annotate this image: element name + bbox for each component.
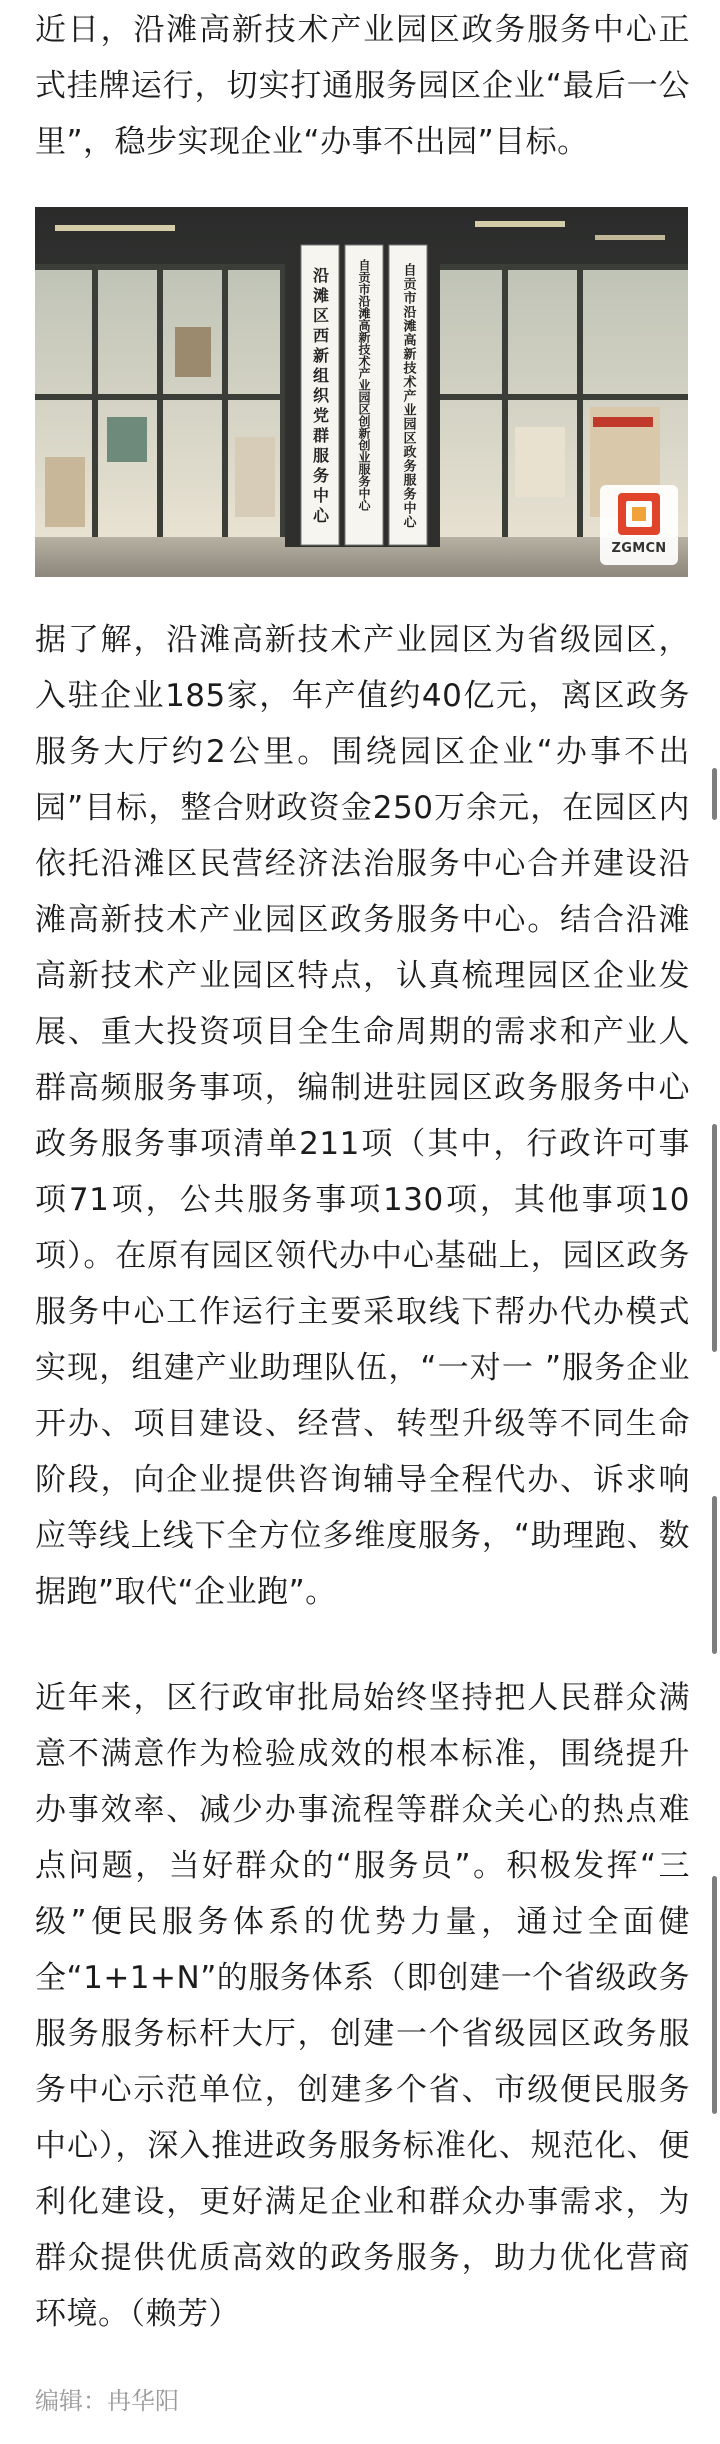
scrollbar-thumb[interactable] xyxy=(712,1124,717,1352)
scrollbar-thumb[interactable] xyxy=(712,768,717,820)
scrollbar-thumb[interactable] xyxy=(712,1496,717,1654)
paragraph-intro: 近日，沿滩高新技术产业园区政务服务中心正式挂牌运行，切实打通服务园区企业“最后一公里”，稳步实现企业“办事不出园”目标。 xyxy=(35,12,690,160)
logo-icon xyxy=(618,493,660,535)
sign-text-2: 自贡市沿滩高新技术产业园区创新创业服务中心 xyxy=(357,259,371,511)
zgmcn-logo xyxy=(600,485,678,565)
paragraph-recent: 近年来，区行政审批局始终坚持把人民群众满意不满意作为检验成效的根本标准，围绕提升办事效率、减少办事流程等群众关心的热点难点问题，当好群众的“服务员”。积极发挥“三级”便民服务体系的优势力量，通过全面健全“1+1+N”的服务体系（即创建一个省级政务服务服务标杆大厅，创建一个省级园区政务服务中心示范单位，创建多个省、市级便民服务中心），深入推进政务服务标准化、规范化、便利化建设，更好满足企业和群众办事需求，为群众提供优质高效的政务服务，助力优化营商环境。（赖芳） xyxy=(35,1680,690,2332)
sign-text-3: 自贡市沿滩高新技术产业园区政务服务中心 xyxy=(400,263,416,529)
editor-credit: 编辑：冉华阳 xyxy=(35,2387,179,2415)
paragraph-details: 据了解，沿滩高新技术产业园区为省级园区，入驻企业185家，年产值约40亿元，离区政务服务大厅约2公里。围绕园区企业“办事不出园”目标，整合财政资金250万余元，在园区内依托沿滩区民营经济法治服务中心合并建设沿滩高新技术产业园区政务服务中心。结合沿滩高新技术产业园区特点，认真梳理园区企业发展、重大投资项目全生命周期的需求和产业人群高频服务事项，编制进驻园区政务服务中心政务服务事项清单211项（其中，行政许可事项71项，公共服务事项130项，其他事项10项）。在原有园区领代办中心基础上，园区政务服务中心工作运行主要采取线下帮办代办模式实现，组建产业助理队伍，“一对一 ”服务企业开办、项目建设、经营、转型升级等不同生命阶段，向企业提供咨询辅导全程代办、诉求响应等线上线下全方位多维度服务，“助理跑、数据跑”取代“企业跑”。 xyxy=(35,622,690,1610)
photo-illustration xyxy=(35,207,688,577)
scrollbar-thumb[interactable] xyxy=(712,1876,717,2114)
article-photo xyxy=(35,207,688,577)
logo-text: ZGMCN xyxy=(611,541,667,556)
sign-text-1: 沿滩区西新组织党群服务中心 xyxy=(310,267,330,527)
